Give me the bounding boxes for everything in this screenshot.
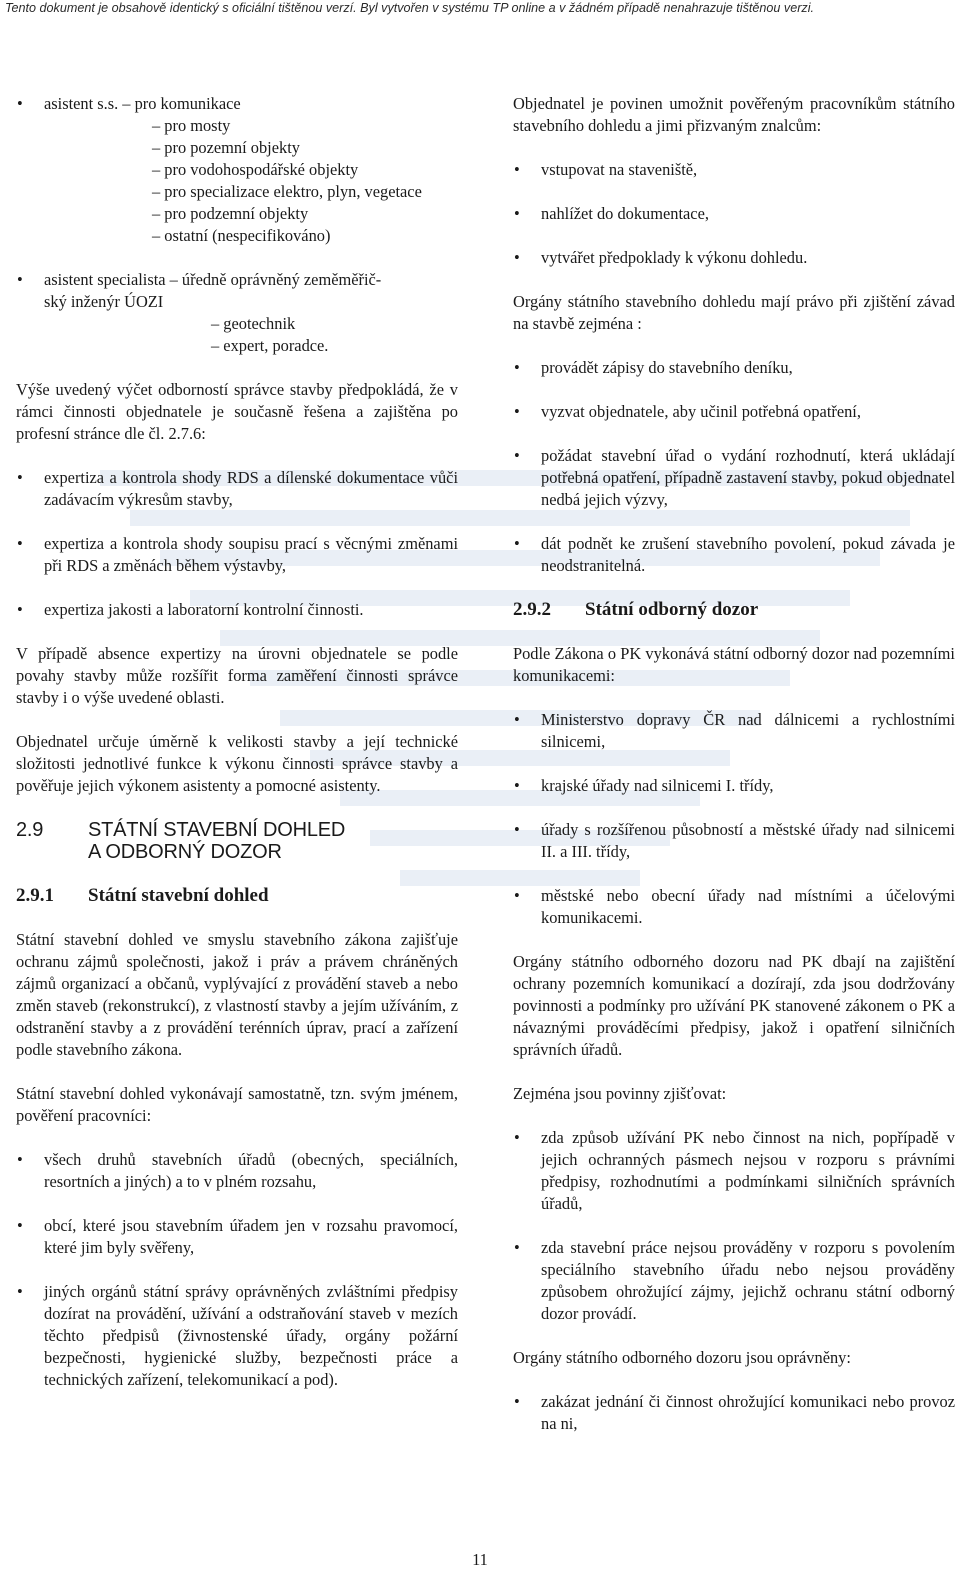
left-column — [16, 93, 458, 1413]
page-number: 11 — [472, 1550, 488, 1569]
authorities-list — [16, 1149, 458, 1391]
section-heading-2-9-1 — [16, 885, 458, 907]
disclaimer-banner: Tento dokument je obsahově identický s oficiální tištěnou verzí. Byl vytvořen v systému TP online a v žádném případě nenahrazuje tištěnou verzi. — [5, 1, 814, 15]
paragraph: V případě absence expertizy na úrovni objednatele se podle povahy stavby může rozšířit forma zaměření činnosti správce stavby i o výše uvedené oblasti. — [16, 644, 458, 707]
paragraph: Orgány státního stavebního dohledu mají právo při zjištění závad na stavbě zejména : — [513, 292, 955, 333]
list-item: • zda způsob užívání PK nebo činnost na nich, popřípadě v jejich ochranných pásmech nejsou v rozporu s právními předpisy, rozhodnutími a podmínkami silničních správních úřadů, — [513, 1127, 955, 1215]
text-line: – ostatní (nespecifikováno) — [152, 226, 331, 245]
text-line: – pro mosty — [152, 116, 231, 135]
paragraph: Výše uvedený výčet odborností správce stavby předpokládá, že v rámci činnosti objednatele je současně řešena a zajištěna po profesní stránce dle čl. 2.7.6: — [16, 380, 458, 443]
text-line: • asistent s.s. – pro komunikace — [44, 94, 241, 113]
section-title: Státní odborný dozor — [585, 599, 759, 620]
list-item: • požádat stavební úřad o vydání rozhodnutí, která ukládají potřebná opatření, případně zastavení stavby, pokud objednatel nedbá jejich výzvy, — [513, 445, 955, 511]
permissions-list — [513, 159, 955, 269]
list-item: • vstupovat na staveniště, — [513, 159, 955, 181]
list-item: • dát podnět ke zrušení stavebního povolení, pokud závada je neodstranitelná. — [513, 533, 955, 577]
list-item: • zakázat jednání či činnost ohrožující komunikaci nebo provoz na ni, — [513, 1391, 955, 1435]
section-title: Státní stavební dohled — [88, 885, 269, 906]
text-line: – pro specializace elektro, plyn, vegetace — [152, 182, 422, 201]
section-title: STÁTNÍ STAVEBNÍ DOHLED A ODBORNÝ DOZOR — [88, 819, 346, 863]
text-line: – pro pozemní objekty — [152, 138, 300, 157]
text-line: – pro vodohospodářské objekty — [152, 160, 359, 179]
expertise-list — [16, 467, 458, 621]
section-number: 2.9.2 — [513, 599, 551, 620]
section-number: 2.9 — [16, 819, 44, 841]
right-column — [513, 93, 955, 1457]
list-item: • městské nebo obecní úřady nad místními a účelovými komunikacemi. — [513, 885, 955, 929]
list-item: • nahlížet do dokumentace, — [513, 203, 955, 225]
list-item: • vyzvat objednatele, aby učinil potřebná opatření, — [513, 401, 955, 423]
paragraph: Objednatel je povinen umožnit pověřeným pracovníkům státního stavebního dohledu a jimi přizvaným znalcům: — [513, 94, 955, 135]
paragraph: Orgány státního odborného dozoru jsou oprávněny: — [513, 1348, 851, 1367]
duties-list — [513, 1127, 955, 1325]
list-item: • všech druhů stavebních úřadů (obecných, speciálních, resortních a jiných) a to v plném rozsahu, — [16, 1149, 458, 1193]
list-item: • jiných orgánů státní správy oprávněných zvláštními předpisy dozírat na provádění, užívání a odstraňování staveb v mezích těchto předpisů (živnostenské úřady, orgány požární bezpečnosti, hygienické služby, bezpečnosti práce a technických zařízení, telekomunikací a pod). — [16, 1281, 458, 1391]
paragraph: Státní stavební dohled vykonávají samostatně, tzn. svým jménem, pověření pracovníci: — [16, 1084, 458, 1125]
list-item: • Ministerstvo dopravy ČR nad dálnicemi a rychlostními silnicemi, — [513, 709, 955, 753]
paragraph: Objednatel určuje úměrně k velikosti stavby a její technické složitosti jednotlivé funkce k výkonu činnosti správce stavby a pověřuje jejich výkonem asistenty a pomocné asistenty. — [16, 732, 458, 795]
text-line: ský inženýr ÚOZI — [44, 292, 164, 311]
list-item — [16, 269, 458, 357]
list-item: • úřady s rozšířenou působností a městské úřady nad silnicemi II. a III. třídy, — [513, 819, 955, 863]
text-line: – geotechnik — [211, 314, 296, 333]
list-item: • provádět zápisy do stavebního deníku, — [513, 357, 955, 379]
list-item: • expertiza a kontrola shody soupisu prací s věcnými změnami při RDS a změnách během výstavby, — [16, 533, 458, 577]
rights-list — [513, 357, 955, 577]
paragraph: Státní stavební dohled ve smyslu stavebního zákona zajišťuje ochranu zájmů společnosti, jakož i práv a právem chráněných zájmů organizací a občanů, vyplývající z provádění staveb a nebo změn staveb (rekonstrukcí), z vlastností stavby a jejím užíváním, z odstranění stavby a z provádění terénních úprav, prací a zařízení podle stavebního zákona. — [16, 930, 458, 1059]
list-item: • obcí, které jsou stavebním úřadem jen v rozsahu pravomocí, které jim byly svěřeny, — [16, 1215, 458, 1259]
list-item: • vytvářet předpoklady k výkonu dohledu. — [513, 247, 955, 269]
powers-list — [513, 1391, 955, 1435]
list-item: • expertiza a kontrola shody RDS a dílenské dokumentace vůči zadávacím výkresům stavby, — [16, 467, 458, 511]
section-heading-2-9-2 — [513, 599, 955, 621]
section-heading-2-9 — [16, 819, 458, 863]
list-item: • zda stavební práce nejsou prováděny v rozporu s povolením speciálního stavebního úřadu nebo nejsou prováděny způsobem ohrožující zájmy, jejichž ochranu státní odborný dozor provádí. — [513, 1237, 955, 1325]
section-number: 2.9.1 — [16, 885, 54, 906]
list-item: • expertiza jakosti a laboratorní kontrolní činnosti. — [16, 599, 458, 621]
paragraph: Podle Zákona o PK vykonává státní odborný dozor nad pozemními komunikacemi: — [513, 644, 955, 685]
text-line: – pro podzemní objekty — [152, 204, 309, 223]
assistant-types-list — [16, 93, 458, 357]
text-line: – expert, poradce. — [211, 336, 329, 355]
list-item: • krajské úřady nad silnicemi I. třídy, — [513, 775, 955, 797]
text-line: • asistent specialista – úředně oprávněný zeměměřič- — [44, 270, 382, 289]
paragraph: Zejména jsou povinny zjišťovat: — [513, 1084, 727, 1103]
supervisory-bodies-list — [513, 709, 955, 929]
list-item — [16, 93, 458, 247]
paragraph: Orgány státního odborného dozoru nad PK dbají na zajištění ochrany pozemních komunikací a dozírají, zda jsou dodržovány povinnosti a podmínky pro užívání PK stanovené zákonem o PK a návaznými prováděcími předpisy, jakož i opatření silničních správních úřadů. — [513, 952, 955, 1059]
